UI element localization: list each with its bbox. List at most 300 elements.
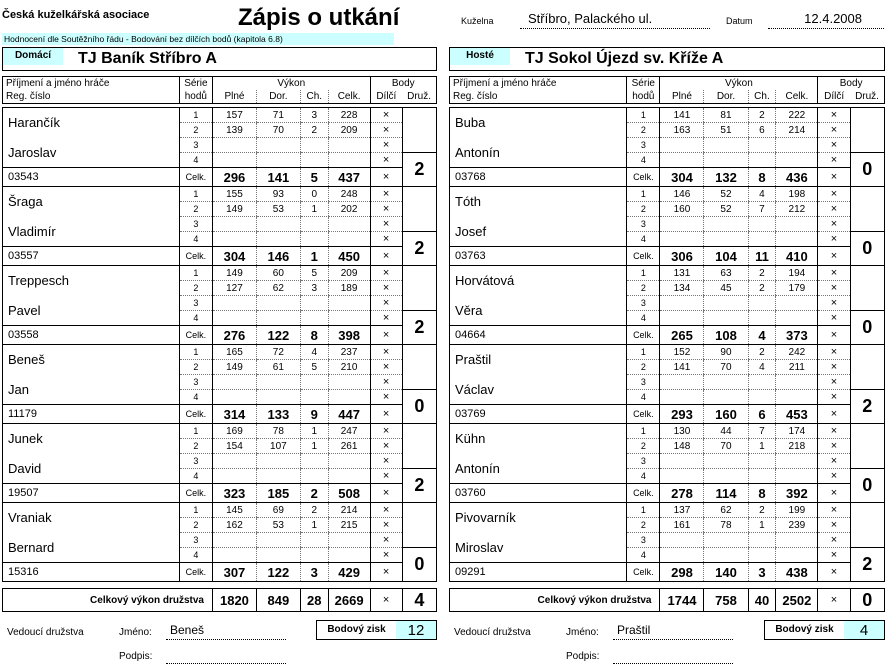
series-value[interactable] <box>748 232 776 247</box>
series-value[interactable] <box>704 217 748 232</box>
series-value[interactable]: 239 <box>776 518 818 533</box>
series-value[interactable] <box>660 454 704 469</box>
series-value[interactable] <box>704 311 748 326</box>
series-value[interactable] <box>300 232 328 247</box>
series-value[interactable] <box>776 217 818 232</box>
series-value[interactable] <box>256 232 300 247</box>
series-value[interactable] <box>660 375 704 390</box>
partial-points-cell[interactable]: × <box>370 202 402 217</box>
partial-points-cell[interactable]: × <box>370 360 402 375</box>
player-reg-number[interactable]: 03768 <box>450 168 627 187</box>
partial-points-cell[interactable]: × <box>370 345 402 360</box>
series-value[interactable]: 70 <box>256 123 300 138</box>
series-value[interactable] <box>212 296 256 311</box>
partial-points-cell[interactable]: × <box>818 454 850 469</box>
series-value[interactable] <box>776 390 818 405</box>
series-value[interactable]: 154 <box>212 439 256 454</box>
series-value[interactable]: 78 <box>704 518 748 533</box>
series-value[interactable] <box>748 217 776 232</box>
home-team-name[interactable]: TJ Baník Stříbro A <box>78 50 217 67</box>
series-value[interactable] <box>748 296 776 311</box>
series-value[interactable]: 199 <box>776 503 818 518</box>
team-points-box[interactable]: 0 <box>402 390 436 424</box>
series-value[interactable]: 52 <box>704 187 748 202</box>
series-value[interactable] <box>212 138 256 153</box>
player-surname[interactable]: Junek <box>3 424 180 454</box>
series-value[interactable]: 194 <box>776 266 818 281</box>
series-value[interactable]: 72 <box>256 345 300 360</box>
series-value[interactable]: 149 <box>212 266 256 281</box>
series-value[interactable]: 2 <box>748 281 776 296</box>
series-value[interactable] <box>776 296 818 311</box>
series-value[interactable] <box>704 232 748 247</box>
player-reg-number[interactable]: 03763 <box>450 247 627 266</box>
series-value[interactable] <box>704 533 748 548</box>
series-value[interactable]: 134 <box>660 281 704 296</box>
partial-points-cell[interactable]: × <box>370 439 402 454</box>
series-value[interactable] <box>660 548 704 563</box>
player-surname[interactable]: Praštil <box>450 345 627 375</box>
series-value[interactable]: 51 <box>704 123 748 138</box>
home-points-gain-value[interactable]: 12 <box>396 621 436 639</box>
away-signature-field[interactable] <box>613 650 733 664</box>
series-value[interactable]: 214 <box>328 503 370 518</box>
player-surname[interactable]: Vraniak <box>3 503 180 533</box>
series-value[interactable] <box>748 375 776 390</box>
series-value[interactable]: 131 <box>660 266 704 281</box>
series-value[interactable] <box>704 153 748 168</box>
player-surname[interactable]: Buba <box>450 108 627 138</box>
team-points-box[interactable]: 2 <box>402 232 436 266</box>
series-value[interactable]: 209 <box>328 123 370 138</box>
series-value[interactable] <box>748 533 776 548</box>
series-value[interactable] <box>300 138 328 153</box>
player-reg-number[interactable]: 03543 <box>3 168 180 187</box>
player-reg-number[interactable]: 19507 <box>3 484 180 503</box>
series-value[interactable] <box>748 454 776 469</box>
series-value[interactable]: 60 <box>256 266 300 281</box>
partial-points-cell[interactable]: × <box>370 548 402 563</box>
series-value[interactable] <box>704 548 748 563</box>
player-first-name[interactable]: Vladimír <box>3 217 180 247</box>
series-value[interactable]: 237 <box>328 345 370 360</box>
series-value[interactable] <box>256 533 300 548</box>
series-value[interactable] <box>212 454 256 469</box>
series-value[interactable] <box>748 469 776 484</box>
player-first-name[interactable]: Pavel <box>3 296 180 326</box>
series-value[interactable] <box>776 533 818 548</box>
series-value[interactable] <box>704 296 748 311</box>
player-first-name[interactable]: Josef <box>450 217 627 247</box>
series-value[interactable] <box>300 375 328 390</box>
series-value[interactable] <box>212 548 256 563</box>
series-value[interactable] <box>256 469 300 484</box>
series-value[interactable] <box>256 454 300 469</box>
series-value[interactable] <box>704 454 748 469</box>
series-value[interactable] <box>748 311 776 326</box>
series-value[interactable] <box>300 533 328 548</box>
series-value[interactable] <box>328 138 370 153</box>
series-value[interactable]: 71 <box>256 108 300 123</box>
series-value[interactable]: 222 <box>776 108 818 123</box>
series-value[interactable] <box>256 217 300 232</box>
series-value[interactable]: 174 <box>776 424 818 439</box>
series-value[interactable] <box>660 153 704 168</box>
series-value[interactable]: 162 <box>212 518 256 533</box>
series-value[interactable] <box>300 217 328 232</box>
away-team-name[interactable]: TJ Sokol Újezd sv. Kříže A <box>525 50 724 67</box>
series-value[interactable] <box>300 311 328 326</box>
partial-points-cell[interactable]: × <box>818 390 850 405</box>
home-signature-field[interactable] <box>166 650 286 664</box>
series-value[interactable]: 2 <box>748 345 776 360</box>
series-value[interactable] <box>660 232 704 247</box>
partial-points-cell[interactable]: × <box>818 266 850 281</box>
series-value[interactable]: 247 <box>328 424 370 439</box>
partial-points-cell[interactable]: × <box>818 232 850 247</box>
series-value[interactable] <box>212 232 256 247</box>
player-first-name[interactable]: Václav <box>450 375 627 405</box>
series-value[interactable] <box>660 296 704 311</box>
series-value[interactable]: 6 <box>748 123 776 138</box>
series-value[interactable] <box>212 311 256 326</box>
player-reg-number[interactable]: 03760 <box>450 484 627 503</box>
player-first-name[interactable]: Jaroslav <box>3 138 180 168</box>
series-value[interactable] <box>704 138 748 153</box>
series-value[interactable] <box>660 138 704 153</box>
team-points-box[interactable]: 0 <box>850 232 884 266</box>
away-captain-name-field[interactable]: Praštil <box>613 623 733 640</box>
player-surname[interactable]: Treppesch <box>3 266 180 296</box>
team-points-box[interactable]: 2 <box>402 469 436 503</box>
team-points-box[interactable]: 0 <box>850 311 884 345</box>
partial-points-cell[interactable]: × <box>818 202 850 217</box>
series-value[interactable]: 2 <box>300 503 328 518</box>
series-value[interactable]: 1 <box>748 518 776 533</box>
series-value[interactable]: 1 <box>300 202 328 217</box>
series-value[interactable] <box>328 296 370 311</box>
partial-points-cell[interactable]: × <box>370 138 402 153</box>
partial-points-cell[interactable]: × <box>818 533 850 548</box>
player-surname[interactable]: Kühn <box>450 424 627 454</box>
partial-points-cell[interactable]: × <box>370 266 402 281</box>
player-first-name[interactable]: Antonín <box>450 138 627 168</box>
partial-points-cell[interactable]: × <box>818 123 850 138</box>
series-value[interactable]: 45 <box>704 281 748 296</box>
team-points-box[interactable]: 2 <box>850 390 884 424</box>
series-value[interactable] <box>328 375 370 390</box>
series-value[interactable]: 90 <box>704 345 748 360</box>
player-surname[interactable]: Tóth <box>450 187 627 217</box>
series-value[interactable] <box>660 533 704 548</box>
series-value[interactable]: 179 <box>776 281 818 296</box>
player-first-name[interactable]: Jan <box>3 375 180 405</box>
partial-points-cell[interactable]: × <box>818 345 850 360</box>
series-value[interactable]: 2 <box>300 123 328 138</box>
team-points-box[interactable]: 0 <box>850 153 884 187</box>
partial-points-cell[interactable]: × <box>818 375 850 390</box>
series-value[interactable] <box>660 217 704 232</box>
partial-points-cell[interactable]: × <box>818 469 850 484</box>
partial-points-cell[interactable]: × <box>818 281 850 296</box>
series-value[interactable]: 214 <box>776 123 818 138</box>
partial-points-cell[interactable]: × <box>818 296 850 311</box>
team-points-header: Druž. <box>850 90 884 104</box>
series-value[interactable] <box>776 138 818 153</box>
series-value[interactable]: 189 <box>328 281 370 296</box>
series-value[interactable] <box>328 548 370 563</box>
series-value[interactable] <box>704 390 748 405</box>
player-first-name[interactable]: Věra <box>450 296 627 326</box>
team-points-box[interactable]: 2 <box>402 311 436 345</box>
venue-field[interactable]: Stříbro, Palackého ul. <box>520 11 710 29</box>
series-value[interactable] <box>776 375 818 390</box>
partial-points-cell[interactable]: × <box>818 108 850 123</box>
partial-points-cell[interactable]: × <box>370 375 402 390</box>
player-reg-number[interactable]: 03769 <box>450 405 627 424</box>
series-value[interactable] <box>776 311 818 326</box>
series-value[interactable]: 261 <box>328 439 370 454</box>
series-value[interactable]: 44 <box>704 424 748 439</box>
series-value[interactable]: 52 <box>704 202 748 217</box>
series-value[interactable]: 218 <box>776 439 818 454</box>
player-first-name[interactable]: Bernard <box>3 533 180 563</box>
series-value[interactable]: 2 <box>748 108 776 123</box>
partial-points-cell[interactable]: × <box>818 311 850 326</box>
partial-points-cell[interactable]: × <box>370 217 402 232</box>
partial-points-cell[interactable]: × <box>370 469 402 484</box>
partial-points-cell[interactable]: × <box>370 153 402 168</box>
series-value[interactable]: 157 <box>212 108 256 123</box>
series-value[interactable]: 62 <box>256 281 300 296</box>
partial-points-cell[interactable]: × <box>370 123 402 138</box>
series-value[interactable] <box>776 232 818 247</box>
series-value[interactable] <box>704 375 748 390</box>
series-value[interactable] <box>300 390 328 405</box>
series-value[interactable] <box>212 375 256 390</box>
partial-points-cell[interactable]: × <box>818 187 850 202</box>
series-value[interactable]: 198 <box>776 187 818 202</box>
partial-points-cell[interactable]: × <box>370 187 402 202</box>
player-reg-number[interactable]: 03557 <box>3 247 180 266</box>
player-first-name[interactable]: Miroslav <box>450 533 627 563</box>
series-value[interactable]: 70 <box>704 360 748 375</box>
series-value[interactable]: 248 <box>328 187 370 202</box>
series-value[interactable]: 81 <box>704 108 748 123</box>
series-value[interactable]: 62 <box>704 503 748 518</box>
partial-points-cell[interactable]: × <box>370 390 402 405</box>
series-value[interactable] <box>256 311 300 326</box>
series-value[interactable]: 1 <box>300 518 328 533</box>
partial-points-cell[interactable]: × <box>370 311 402 326</box>
series-value[interactable] <box>328 533 370 548</box>
series-value[interactable] <box>256 296 300 311</box>
series-value[interactable]: 209 <box>328 266 370 281</box>
series-value[interactable]: 212 <box>776 202 818 217</box>
player-reg-number[interactable]: 04664 <box>450 326 627 345</box>
series-value[interactable] <box>328 390 370 405</box>
series-value[interactable]: 1 <box>300 424 328 439</box>
home-captain-name-field[interactable]: Beneš <box>166 623 286 640</box>
series-value[interactable] <box>776 548 818 563</box>
series-value[interactable]: 139 <box>212 123 256 138</box>
series-value[interactable]: 1 <box>300 439 328 454</box>
series-value[interactable] <box>256 390 300 405</box>
series-value[interactable]: 141 <box>660 108 704 123</box>
series-value[interactable]: 130 <box>660 424 704 439</box>
series-value[interactable]: 0 <box>300 187 328 202</box>
series-value[interactable]: 137 <box>660 503 704 518</box>
series-value[interactable] <box>328 454 370 469</box>
series-value[interactable] <box>212 390 256 405</box>
series-value[interactable]: 155 <box>212 187 256 202</box>
series-value[interactable]: 160 <box>660 202 704 217</box>
partial-points-cell[interactable]: × <box>818 217 850 232</box>
partial-points-cell[interactable]: × <box>818 548 850 563</box>
team-points-box[interactable]: 0 <box>850 469 884 503</box>
series-value[interactable] <box>660 469 704 484</box>
series-value[interactable] <box>748 390 776 405</box>
series-value[interactable]: 3 <box>300 108 328 123</box>
series-value[interactable]: 78 <box>256 424 300 439</box>
series-value[interactable] <box>256 138 300 153</box>
series-value[interactable]: 210 <box>328 360 370 375</box>
series-value[interactable] <box>212 533 256 548</box>
series-value[interactable] <box>660 390 704 405</box>
series-value[interactable]: 4 <box>748 360 776 375</box>
series-value[interactable]: 215 <box>328 518 370 533</box>
series-value[interactable]: 4 <box>748 187 776 202</box>
series-value[interactable]: 152 <box>660 345 704 360</box>
series-value[interactable]: 145 <box>212 503 256 518</box>
series-value[interactable]: 61 <box>256 360 300 375</box>
series-value[interactable]: 53 <box>256 518 300 533</box>
partial-points-cell[interactable]: × <box>370 296 402 311</box>
series-value[interactable]: 242 <box>776 345 818 360</box>
series-value[interactable] <box>328 153 370 168</box>
series-value[interactable]: 93 <box>256 187 300 202</box>
series-value[interactable] <box>328 469 370 484</box>
partial-points-cell[interactable]: × <box>818 138 850 153</box>
partial-points-cell[interactable]: × <box>818 424 850 439</box>
series-value[interactable]: 127 <box>212 281 256 296</box>
partial-points-cell[interactable]: × <box>370 281 402 296</box>
series-value[interactable] <box>328 311 370 326</box>
partial-points-cell[interactable]: × <box>818 439 850 454</box>
player-first-name[interactable]: David <box>3 454 180 484</box>
series-value[interactable]: 5 <box>300 360 328 375</box>
series-value[interactable]: 146 <box>660 187 704 202</box>
series-value[interactable]: 202 <box>328 202 370 217</box>
partial-points-cell[interactable]: × <box>818 360 850 375</box>
series-value[interactable] <box>212 153 256 168</box>
partial-points-cell[interactable]: × <box>370 518 402 533</box>
series-value[interactable] <box>704 469 748 484</box>
series-value[interactable]: 4 <box>300 345 328 360</box>
series-value[interactable] <box>748 548 776 563</box>
series-value[interactable]: 1 <box>748 439 776 454</box>
series-value[interactable] <box>300 153 328 168</box>
player-surname[interactable]: Šraga <box>3 187 180 217</box>
series-value[interactable]: 69 <box>256 503 300 518</box>
series-value[interactable]: 161 <box>660 518 704 533</box>
series-value[interactable]: 107 <box>256 439 300 454</box>
series-value[interactable] <box>212 217 256 232</box>
date-field[interactable]: 12.4.2008 <box>768 11 884 29</box>
partial-points-cell[interactable]: × <box>370 108 402 123</box>
series-value[interactable]: 70 <box>704 439 748 454</box>
series-value[interactable] <box>776 454 818 469</box>
series-value[interactable] <box>300 296 328 311</box>
player-surname[interactable]: Pivovarník <box>450 503 627 533</box>
player-surname[interactable]: Beneš <box>3 345 180 375</box>
series-value[interactable] <box>300 454 328 469</box>
series-value[interactable] <box>300 469 328 484</box>
away-points-gain-value[interactable]: 4 <box>844 621 884 639</box>
series-value[interactable]: 2 <box>748 503 776 518</box>
series-value[interactable]: 211 <box>776 360 818 375</box>
player-surname[interactable]: Horvátová <box>450 266 627 296</box>
partial-points-cell[interactable]: × <box>818 518 850 533</box>
series-value[interactable]: 149 <box>212 202 256 217</box>
series-value[interactable] <box>776 153 818 168</box>
player-reg-number[interactable]: 03558 <box>3 326 180 345</box>
series-value[interactable] <box>256 548 300 563</box>
partial-points-cell[interactable]: × <box>370 454 402 469</box>
series-value[interactable]: 5 <box>300 266 328 281</box>
series-value[interactable]: 2 <box>748 266 776 281</box>
partial-points-cell[interactable]: × <box>370 503 402 518</box>
series-value[interactable] <box>748 153 776 168</box>
series-value[interactable]: 165 <box>212 345 256 360</box>
series-value[interactable] <box>300 548 328 563</box>
series-value[interactable] <box>212 469 256 484</box>
series-value[interactable] <box>776 469 818 484</box>
series-value[interactable]: 53 <box>256 202 300 217</box>
player-surname[interactable]: Harančík <box>3 108 180 138</box>
series-value[interactable] <box>256 375 300 390</box>
player-reg-number[interactable]: 15316 <box>3 563 180 582</box>
series-value[interactable] <box>256 153 300 168</box>
player-first-name[interactable]: Antonín <box>450 454 627 484</box>
team-points-box[interactable]: 2 <box>850 548 884 582</box>
series-value[interactable] <box>328 232 370 247</box>
series-value[interactable]: 7 <box>748 424 776 439</box>
series-value[interactable]: 7 <box>748 202 776 217</box>
partial-points-cell[interactable]: × <box>818 503 850 518</box>
series-value[interactable] <box>748 138 776 153</box>
player-reg-number[interactable]: 09291 <box>450 563 627 582</box>
series-value[interactable]: 3 <box>300 281 328 296</box>
series-value[interactable]: 163 <box>660 123 704 138</box>
team-points-box[interactable]: 2 <box>402 153 436 187</box>
player-reg-number[interactable]: 11179 <box>3 405 180 424</box>
partial-points-cell[interactable]: × <box>818 153 850 168</box>
partial-points-cell[interactable]: × <box>370 533 402 548</box>
series-value[interactable]: 63 <box>704 266 748 281</box>
series-value[interactable] <box>328 217 370 232</box>
partial-points-cell[interactable]: × <box>370 232 402 247</box>
series-value[interactable]: 228 <box>328 108 370 123</box>
partial-points-cell[interactable]: × <box>370 424 402 439</box>
series-row <box>450 187 885 202</box>
team-points-box[interactable]: 0 <box>402 548 436 582</box>
series-value[interactable]: 141 <box>660 360 704 375</box>
series-value[interactable] <box>660 311 704 326</box>
series-value[interactable]: 169 <box>212 424 256 439</box>
series-value[interactable]: 149 <box>212 360 256 375</box>
series-value[interactable]: 148 <box>660 439 704 454</box>
